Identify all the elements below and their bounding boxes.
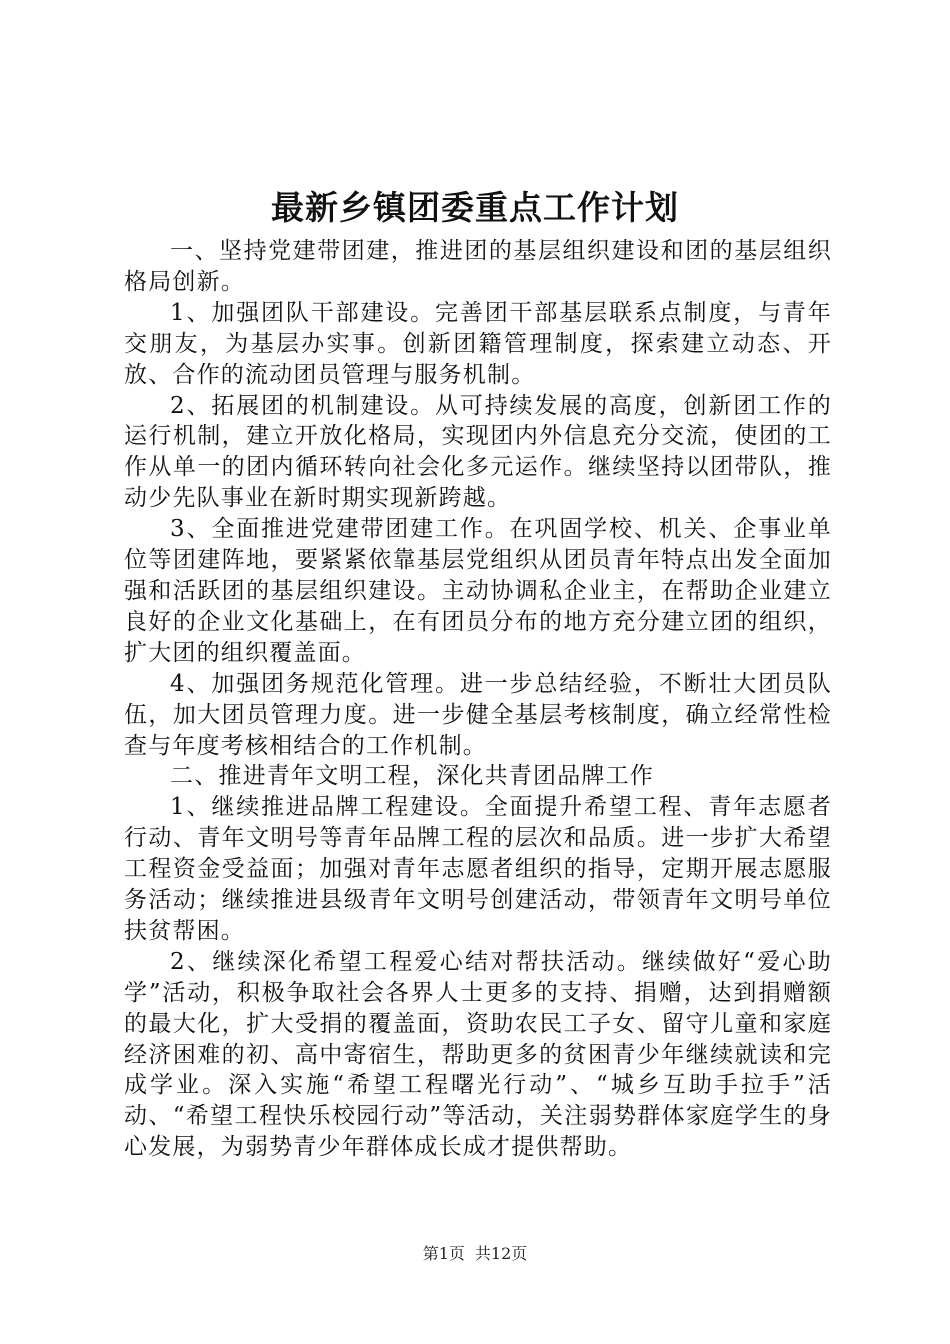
paragraph-item-2-2: 2、继续深化希望工程爱心结对帮扶活动。继续做好“爱心助学”活动，积极争取社会各界人士更多的支持、捐赠，达到捐赠额的最大化，扩大受捐的覆盖面，资助农民工子女、留守儿童和家庭经济困难的初、高中寄宿生，帮助更多的贫困青少年继续就读和完成学业。深入实施“希望工程曙光行动”、“城乡互助手拉手”活动、“希望工程快乐校园行动”等活动，关注弱势群体家庭学生的身心发展，为弱势青少年群体成长成才提供帮助。 [124,948,832,1161]
paragraph-item-1-3: 3、全面推进党建带团建工作。在巩固学校、机关、企事业单位等团建阵地，要紧紧依靠基层党组织从团员青年特点出发全面加强和活跃团的基层组织建设。主动协调私企业主，在帮助企业建立良好的企业文化基础上，在有团员分布的地方充分建立团的组织，扩大团的组织覆盖面。 [124,516,832,666]
paragraph-item-2-1: 1、继续推进品牌工程建设。全面提升希望工程、青年志愿者行动、青年文明号等青年品牌工程的层次和品质。进一步扩大希望工程资金受益面；加强对青年志愿者组织的指导，定期开展志愿服务活动；继续推进县级青年文明号创建活动，带领青年文明号单位扶贫帮困。 [124,794,832,944]
paragraph-item-1-2: 2、拓展团的机制建设。从可持续发展的高度，创新团工作的运行机制，建立开放化格局，实现团内外信息充分交流，使团的工作从单一的团内循环转向社会化多元运作。继续坚持以团带队，推动少先队事业在新时期实现新跨越。 [124,392,832,512]
paragraph-item-1-1: 1、加强团队干部建设。完善团干部基层联系点制度，与青年交朋友，为基层办实事。创新团籍管理制度，探索建立动态、开放、合作的流动团员管理与服务机制。 [124,299,832,388]
document-title: 最新乡镇团委重点工作计划 [271,188,679,227]
paragraph-section-2-heading: 二、推进青年文明工程，深化共青团品牌工作 [170,763,654,790]
document-body [124,236,832,1163]
page-total: 共12页 [474,1244,528,1263]
paragraph-item-1-4: 4、加强团务规范化管理。进一步总结经验，不断壮大团员队伍，加大团员管理力度。进一步健全基层考核制度，确立经常性检查与年度考核相结合的工作机制。 [124,670,832,759]
paragraph-section-1-heading: 一、坚持党建带团建，推进团的基层组织建设和团的基层组织格局创新。 [124,238,832,295]
page-number: 第1页 [422,1244,465,1263]
page-footer [0,1244,950,1264]
